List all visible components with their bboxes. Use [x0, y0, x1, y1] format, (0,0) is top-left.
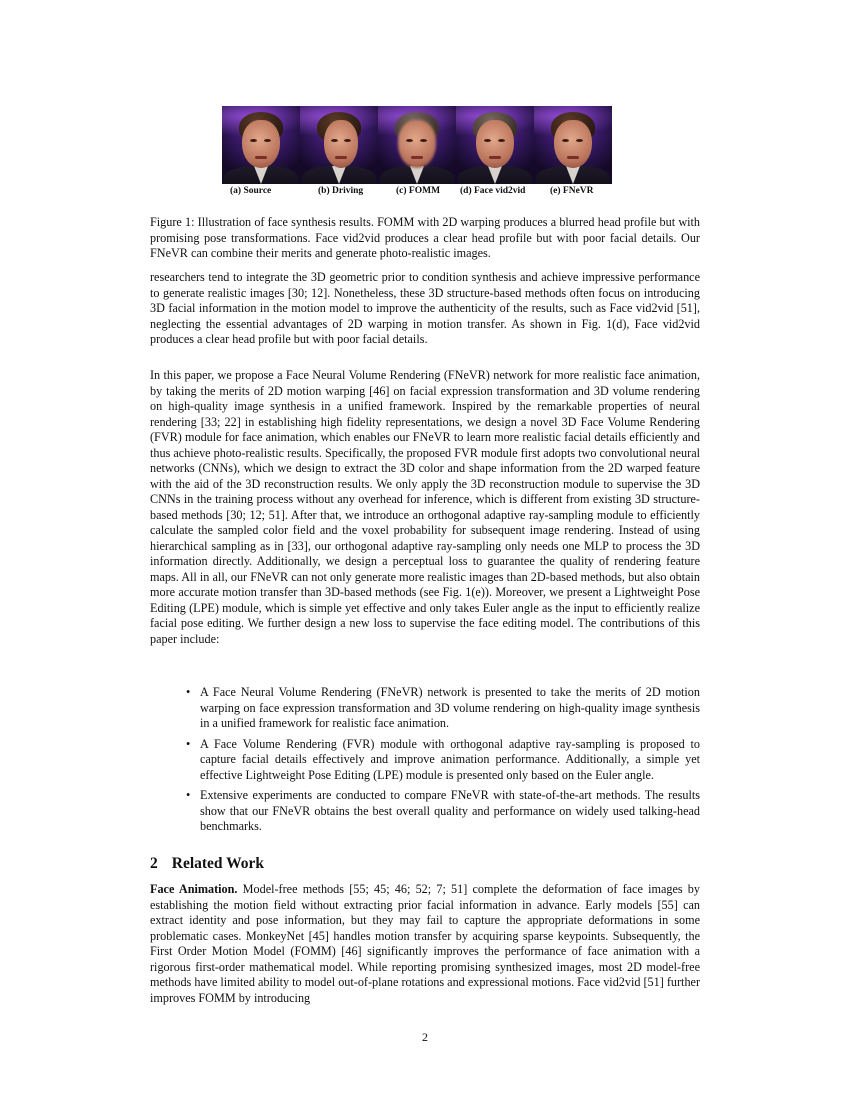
section-heading: [150, 855, 700, 873]
paragraph-lead: Face Animation.: [150, 882, 238, 896]
figure-subcaptions: [222, 186, 612, 200]
section-title-text: Related Work: [171, 855, 265, 872]
page-number: 2: [422, 1030, 428, 1044]
source-face-image: [222, 106, 300, 184]
figure-1-images: [222, 106, 612, 184]
list-item: • A Face Neural Volume Rendering (FNeVR) network is presented to take the merits of 2D motion warping on face expression transformation and 3D volume rendering on high-quality image synthesis in a unified framework for realistic face animation.: [186, 685, 700, 730]
bullet-icon: •: [186, 788, 191, 802]
section-number: 2: [150, 855, 158, 872]
figure-caption: Figure 1: Illustration of face synthesis results. FOMM with 2D warping produces a blurred head profile but with promising pose transformations. Face vid2vid produces a clear head profile but with poor facial details. Our FNeVR can combine their merits and generate photo-realistic images.: [150, 215, 700, 260]
contributions-list: [150, 685, 700, 840]
driving-face-image: [300, 106, 378, 184]
paragraph-intro-continued: researchers tend to integrate the 3D geometric prior to condition synthesis and achieve impressive performance to generate realistic images [30; 12]. Nonetheless, these 3D structure-based methods often focus on introducing 3D facial information in the motion model to improve the authenticity of the results, such as Face vid2vid [51], neglecting the essential advantages of 2D warping in motion transfer. As shown in Fig. 1(d), Face vid2vid produces a clear head profile but with poor facial details.: [150, 270, 700, 346]
subcaption-face-vid2vid: (d) Face vid2vid: [460, 186, 526, 196]
bullet-icon: •: [186, 685, 191, 699]
fomm-face-image: [378, 106, 456, 184]
paragraph-face-animation: Face Animation. Model-free methods [55; 45; 46; 52; 7; 51] complete the deformation of face images by establishing the motion field without extracting prior facial information in advance. Early models [55] can extract identity and pose information, but they may fail to capture the appropriate deformations in some problematic cases. MonkeyNet [45] handles motion transfer by acquiring sparse keypoints. Subsequently, the First Order Motion Model (FOMM) [46] significantly improves the performance of face animation with a rigorous first-order mathematical model. While reporting promising synthesized images, most 2D model-free methods have limited ability to model out-of-plane rotations and expressional motions. Face vid2vid [51] further improves FOMM by introducing: [150, 882, 701, 1005]
bullet-icon: •: [186, 736, 191, 751]
paragraph-proposal: In this paper, we propose a Face Neural Volume Rendering (FNeVR) network for more realistic face animation, by taking the merits of 2D motion warping [46] on facial expression transformation and 3D volume rendering on high-quality image synthesis in a unified framework. Inspired by the remarkable properties of neural rendering [33; 22] in establishing high fidelity representations, we design a novel 3D Face Volume Rendering (FVR) module for face animation, which enables our FNeVR to learn more realistic facial details efficiently and thus achieve photo-realistic results. Specifically, the proposed FVR module first adopts two convolutional neural networks (CNNs), which we design to extract the 3D color and shape information from the 2D warped feature with the aid of the 3D reconstruction results. We only apply the 3D reconstruction module to supervise the 3D CNNs in the training process without any overhead for inference, which is different from existing 3D structure-based methods [30; 12; 51]. After that, we introduce an orthogonal adaptive ray-sampling module to efficiently calculate the sampled color field and the voxel probability for subsequent image rendering. Instead of using hierarchical sampling as in [33], our orthogonal adaptive ray-sampling only needs one MLP to process the 3D information directly. Additionally, we design a perceptual loss to guarantee the quality of rendering feature maps. All in all, our FNeVR can not only generate more realistic images than 2D-based methods, but also obtain more accurate motion transfer than 3D-based methods (see Fig. 1(e)). Moreover, we present a Lightweight Pose Editing (LPE) module, which is simple yet effective and only takes Euler angle as the input to efficiently realize facial pose editing. We further design a new loss to supervise the face editing model. The contributions of this paper include:: [150, 368, 700, 646]
subcaption-driving: (b) Driving: [318, 186, 364, 196]
face-vid2vid-face-image: [456, 106, 534, 184]
subcaption-source: (a) Source: [230, 186, 272, 196]
subcaption-fomm: (c) FOMM: [396, 186, 441, 196]
fnevr-face-image: [534, 106, 612, 184]
subcaption-fnevr: (e) FNeVR: [550, 186, 594, 196]
list-item: • A Face Volume Rendering (FVR) module with orthogonal adaptive ray-sampling is proposed to capture facial details effectively and improve animation performance. Additionally, a simple yet effective Lightweight Pose Editing (LPE) module is presented only based on the Euler angle.: [186, 736, 700, 782]
list-item: • Extensive experiments are conducted to compare FNeVR with state-of-the-art methods. The results show that our FNeVR obtains the best overall quality and performance on widely used talking-head benchmarks.: [186, 788, 700, 833]
